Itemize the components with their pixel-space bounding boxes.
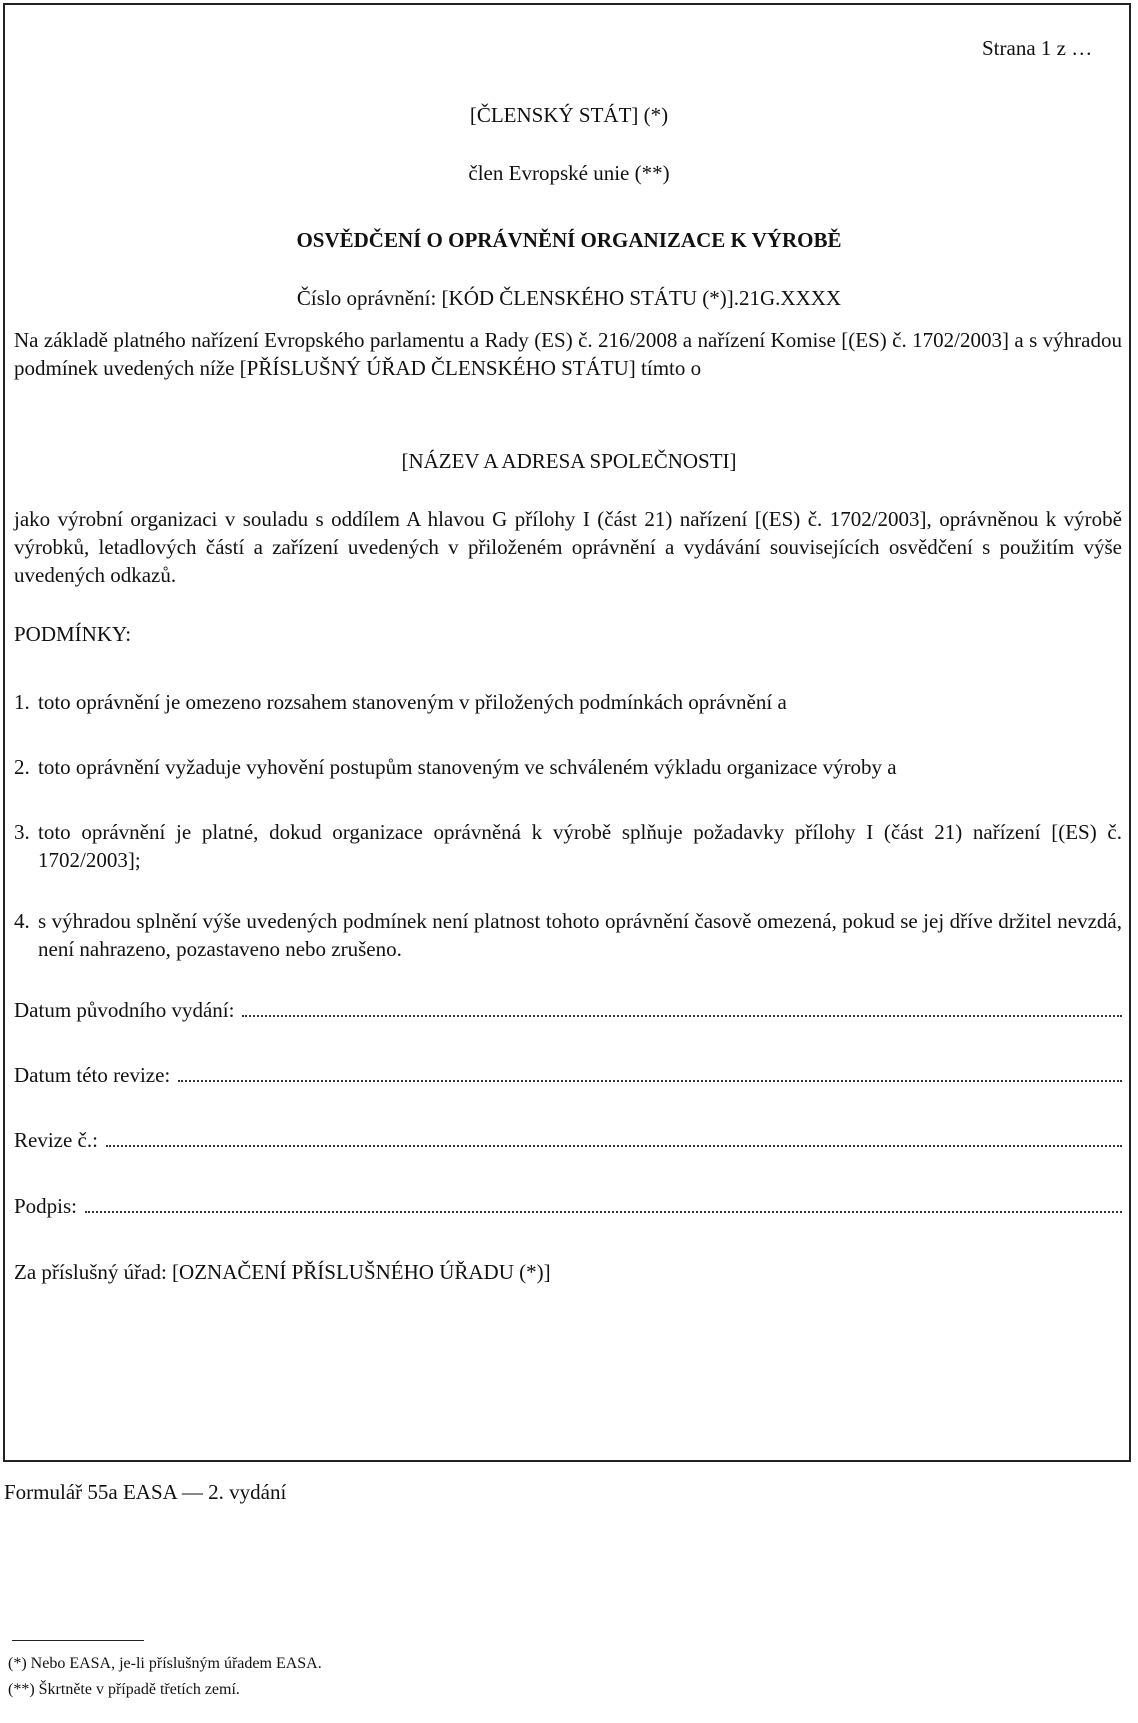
company-placeholder: [NÁZEV A ADRESA SPOLEČNOSTI] (401, 449, 737, 473)
condition-number: 4. (14, 909, 30, 933)
footnote: (**) Škrtněte v případě třetích zemí. (8, 1681, 240, 1698)
condition-text: toto oprávnění je platné, dokud organizace oprávněná k výrobě splňuje požadavky přílohy I (část 21) nařízení [(ES) č. 1702/2003]; (38, 820, 1122, 872)
document-title: OSVĚDČENÍ O OPRÁVNĚNÍ ORGANIZACE K VÝROBĚ (296, 228, 842, 252)
condition-number: 3. (14, 820, 30, 844)
signature-label: Podpis: (14, 1194, 78, 1218)
original-issue-label: Datum původního vydání: (14, 998, 235, 1022)
intro-paragraph: Na základě platného nařízení Evropského parlamentu a Rady (ES) č. 216/2008 a nařízení Komise [(ES) č. 1702/2003] a s výhradou podmínek uvedených níže [PŘÍSLUŠNÝ ÚŘAD ČLENSKÉHO STÁTU] tímto o (14, 328, 1122, 380)
signature-line[interactable] (85, 1210, 1122, 1213)
condition-text: toto oprávnění vyžaduje vyhovění postupům stanoveným ve schváleném výkladu organizace výroby a (38, 755, 897, 779)
condition-number: 2. (14, 755, 30, 779)
revision-date-line[interactable] (178, 1079, 1122, 1082)
original-issue-line[interactable] (242, 1014, 1122, 1017)
condition-item (14, 818, 1122, 874)
conditions-heading: PODMÍNKY: (14, 622, 132, 646)
page-label: Strana 1 z … (982, 36, 1093, 60)
footnote-divider (12, 1640, 144, 1641)
condition-number: 1. (14, 690, 30, 714)
footnote: (*) Nebo EASA, je-li příslušným úřadem EASA. (8, 1655, 322, 1672)
eu-member-line: člen Evropské unie (**) (468, 161, 670, 185)
revision-date-field[interactable] (14, 1063, 1122, 1088)
original-issue-field[interactable] (14, 998, 1122, 1023)
condition-text: s výhradou splnění výše uvedených podmínek není platnost tohoto oprávnění časově omezená, pokud se jej dříve držitel nevzdá, není nahrazeno, pozastaveno nebo zrušeno. (38, 909, 1122, 961)
revision-number-label: Revize č.: (14, 1128, 98, 1152)
authority-line: Za příslušný úřad: [OZNAČENÍ PŘÍSLUŠNÉHO ÚŘADU (*)] (14, 1260, 551, 1284)
state-header: [ČLENSKÝ STÁT] (*) (469, 103, 669, 127)
body-paragraph: jako výrobní organizaci v souladu s oddílem A hlavou G přílohy I (část 21) nařízení [(ES) č. 1702/2003], oprávněnou k výrobě výrobků, letadlových částí a zařízení uvedených v přiloženém oprávnění a vydávání souvisejících osvědčení s použitím výše uvedených odkazů. (14, 507, 1122, 587)
form-label: Formulář 55a EASA — 2. vydání (4, 1480, 287, 1504)
condition-text: toto oprávnění je omezeno rozsahem stanoveným v přiložených podmínkách oprávnění a (38, 690, 787, 714)
condition-item (14, 688, 1122, 716)
approval-number: Číslo oprávnění: [KÓD ČLENSKÉHO STÁTU (*)].21G.XXXX (296, 286, 842, 310)
certificate-frame (3, 3, 1131, 1462)
revision-number-field[interactable] (14, 1128, 1122, 1153)
revision-number-line[interactable] (106, 1144, 1122, 1147)
condition-item (14, 907, 1122, 963)
signature-field[interactable] (14, 1194, 1122, 1219)
condition-item (14, 753, 1122, 781)
revision-date-label: Datum této revize: (14, 1063, 171, 1087)
